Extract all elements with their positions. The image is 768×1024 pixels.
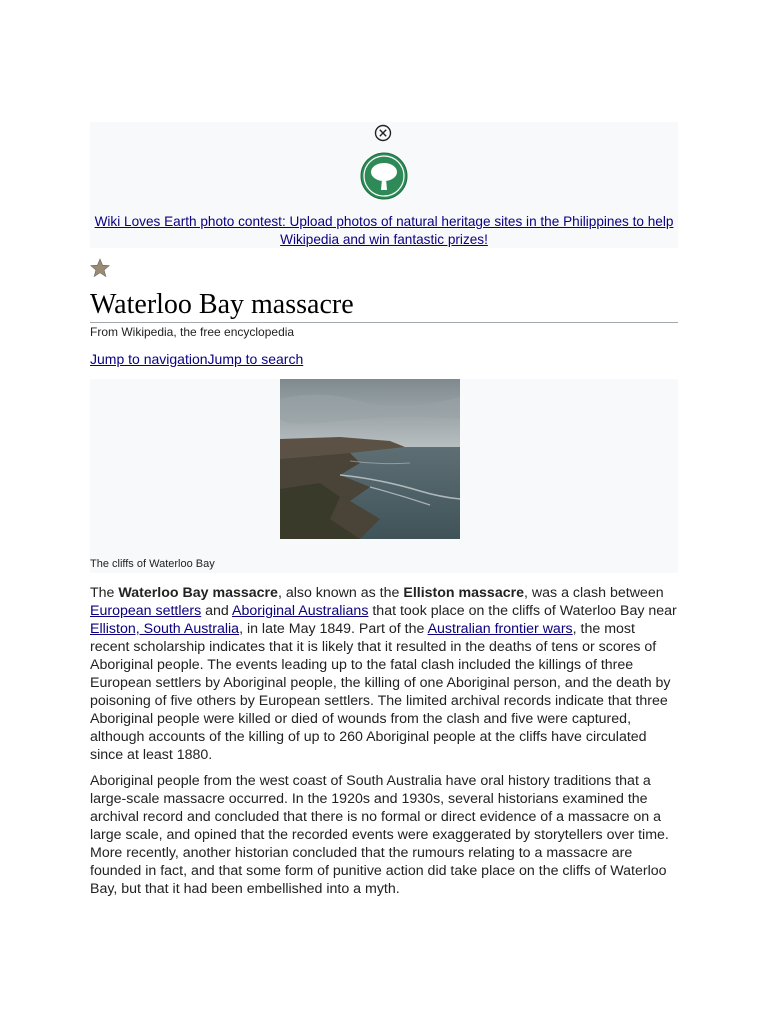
tree-logo-icon xyxy=(360,152,408,200)
text-run: that took place on the cliffs of Waterloo Bay near xyxy=(368,603,677,619)
link-european-settlers[interactable]: European settlers xyxy=(90,603,202,619)
text-run: , the most recent scholarship indicates that it is likely that it resulted in the deaths of tens or scores of Aboriginal people. The events leading up to the fatal clash included the killings of three European settlers by Aboriginal people, the killing of one Aboriginal person, and the death by poisoning of five others by European settlers. The limited archival records indicate that three Aboriginal people were killed or died of wounds from the clash and five were captured, although accounts of the killing of up to 260 Aboriginal people at the cliffs have circulated since at least 1880. xyxy=(90,621,671,763)
link-australian-frontier-wars[interactable]: Australian frontier wars xyxy=(427,621,573,637)
article-paragraph-2: Aboriginal people from the west coast of South Australia have oral history traditions that a large-scale massacre occurred. In the 1920s and 1930s, several historians examined the archival record and concluded that there is no formal or direct evidence of a massacre on a large scale, and opined that the recorded events were exaggerated by storytellers over time. More recently, another historian concluded that the rumours relating to a massacre are founded in fact, and that some form of punitive action did take place on the cliffs of Waterloo Bay, but that it had been embellished into a myth. xyxy=(90,773,669,897)
link-elliston-south-australia[interactable]: Elliston, South Australia xyxy=(90,621,240,637)
text-run: The xyxy=(90,585,119,601)
bold-term-elliston-massacre: Elliston massacre xyxy=(403,585,525,601)
close-circle-icon[interactable] xyxy=(374,124,392,142)
page-title: Waterloo Bay massacre xyxy=(90,288,678,323)
central-notice-banner xyxy=(90,122,678,248)
text-run: , was a clash between xyxy=(524,585,664,601)
link-aboriginal-australians[interactable]: Aboriginal Australians xyxy=(231,603,369,619)
jump-to-navigation-link[interactable]: Jump to navigation xyxy=(90,351,208,367)
bold-term-waterloo-bay-massacre: Waterloo Bay massacre xyxy=(118,585,278,601)
text-run: , in late May 1849. Part of the xyxy=(239,621,428,637)
contest-banner-link[interactable]: Wiki Loves Earth photo contest: Upload photos of natural heritage sites in the Philippines to help Wikipedia and win fantastic prizes! xyxy=(94,214,674,247)
site-tagline: From Wikipedia, the free encyclopedia xyxy=(90,325,295,339)
jump-links xyxy=(90,351,303,367)
cliffs-photo[interactable] xyxy=(280,379,460,539)
article-paragraph-1 xyxy=(90,584,678,764)
star-icon[interactable] xyxy=(90,258,110,278)
jump-to-search-link[interactable]: Jump to search xyxy=(207,351,304,367)
text-run: , also known as the xyxy=(277,585,404,601)
article-body xyxy=(90,584,678,906)
figure-caption: The cliffs of Waterloo Bay xyxy=(90,558,215,570)
infobox-figure xyxy=(90,379,678,573)
text-run: and xyxy=(201,603,232,619)
